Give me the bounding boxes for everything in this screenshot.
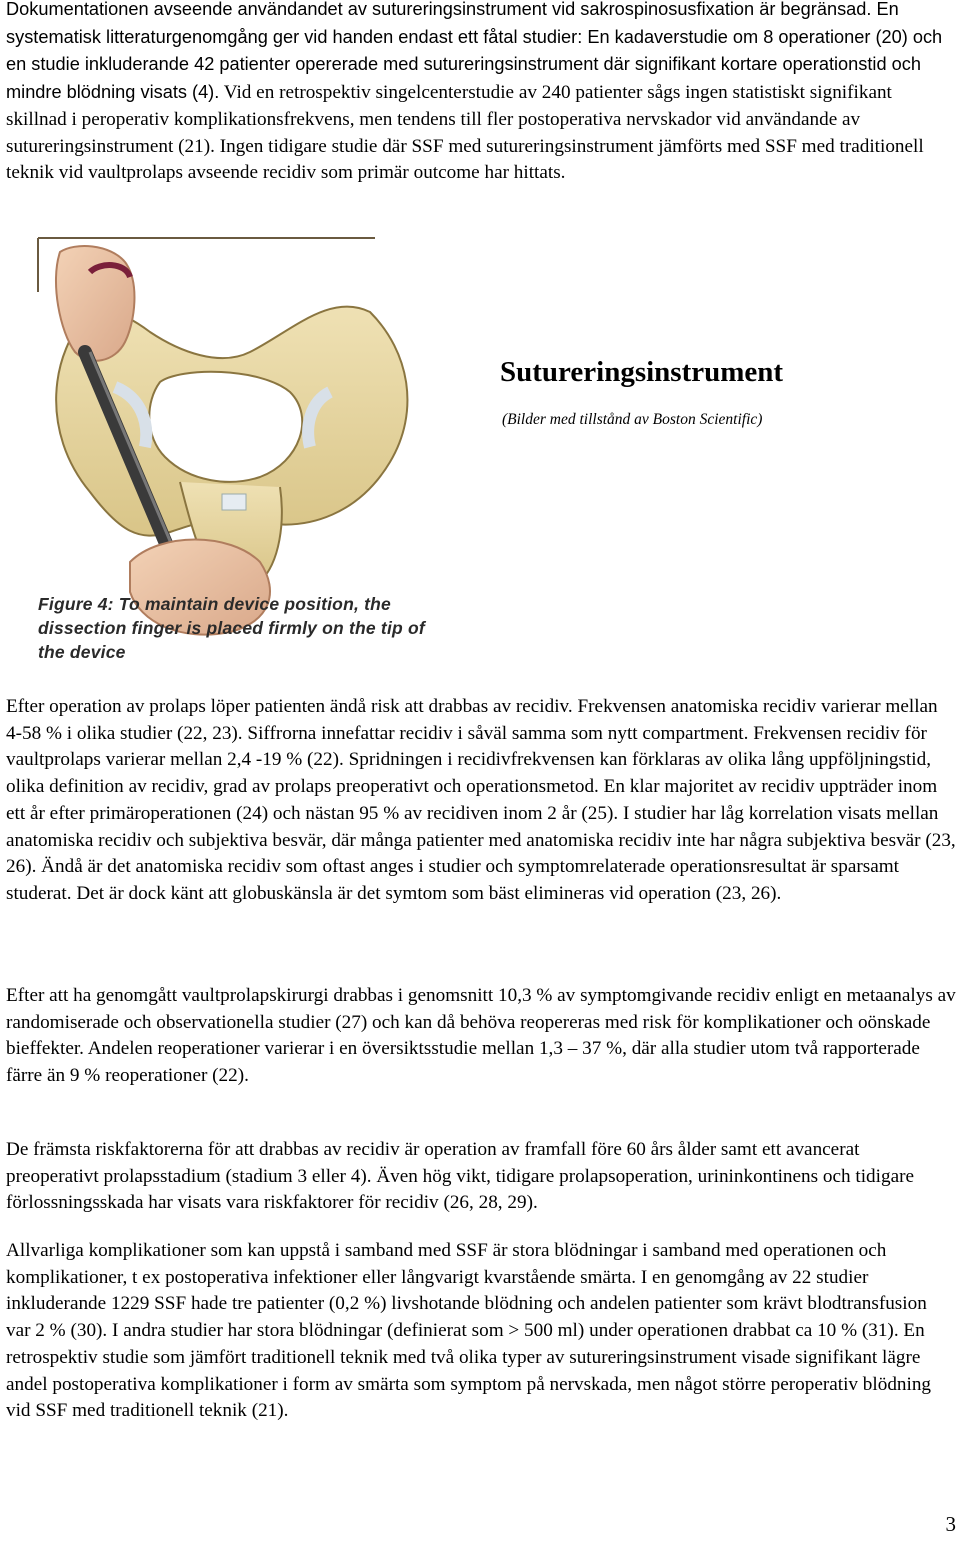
paragraph-5: Allvarliga komplikationer som kan uppstå i samband med SSF är stora blödningar i samband med operationen och komplikationer, t ex postoperativa infektioner eller långvarigt kvarstående smärta. I en genomgång av 22 studier inkluderande 1229 SSF hade tre patienter (0,2 %) livshotande blödning och andelen patienter som krävt blodtransfusion var 2 % (30). I andra studier har stora blödningar (definierat som > 500 ml) under operationen drabbat ca 10 % (31). En retrospektiv studie som jämfört traditionell teknik med två olika typer av sutureringsinstrument visade signifikant lägre andel postoperativa komplikationer i form av smärta som symptom på nervskada, men något större peroperativ blödning vid SSF med traditionell teknik (21).	[6, 1240, 932, 1422]
paragraph-3: Efter att ha genomgått vaultprolapskirurgi drabbas i genomsnitt 10,3 % av symptomgivande recidiv enligt en metaanalys av randomiserade och observationella studier (27) och kan då behöva reopereras med risk för komplikationer och oönskade bieffekter. Andelen reoperationer varierar i en översiktsstudie mellan 1,3 – 37 %, där alla studier utom två rapporterade färre än 9 % reoperationer (22).	[6, 985, 956, 1087]
paragraph-1-sans-text: Dokumentationen avseende användandet av sutureringsinstrument vid sakrospinosusfixation är begränsad. En systematisk litteraturgenomgång ger vid handen endast ett fåtal studier: En kadaverstudie om 8 operationer (20) och en studie inkluderande 42 patienter opererade med sutureringsinstrument där signifikant kortare operationstid och mindre blödning visats (4).	[6, 0, 943, 103]
paragraph-1	[6, 0, 956, 187]
paragraph-2: Efter operation av prolaps löper patienten ändå risk att drabbas av recidiv. Frekvensen anatomiska recidiv varierar mellan 4-58 % i olika studier (22, 23). Siffrorna innefattar recidiv i såväl samma som nytt compartment. Frekvensen recidiv för vaultprolaps varierar mellan 2,4 -19 % (22). Spridningen i recidivfrekvensen kan förklaras av olika lång uppföljningstid, olika definition av recidiv, grad av prolaps preoperativt och operationsmetod. En klar majoritet av recidiv uppträder inom ett år efter primäroperationen (24) och nästan 95 % av recidiven inom 2 år (25). I studier har låg korrelation visats mellan anatomiska recidiv och subjektiva besvär, där många patienter med anatomiska recidiv inte har några subjektiva besvär (23, 26). Ändå är det anatomiska recidiv som oftast anges i studier och symptomrelaterade operationsresultat är sparsamt studerat. Det är dock känt att globuskänsla är det symtom som bäst elimineras vid operation (23, 26).	[6, 696, 956, 904]
figure-credit: (Bilder med tillstånd av Boston Scientific)	[502, 411, 763, 428]
figure-caption: Figure 4: To maintain device position, the dissection finger is placed firmly on the tip of the device	[38, 594, 425, 662]
paragraph-1-serif-text: Vid en retrospektiv singelcenterstudie av 240 patienter sågs ingen statistiskt signifikant skillnad i peroperativ komplikationsfrekvens, men tendens till fler postoperativa nervskador vid användande av sutureringsinstrument (21). Ingen tidigare studie där SSF med sutureringsinstrument jämförts med SSF med traditionell teknik vid vaultprolaps avseende recidiv som primär outcome har hittats.	[6, 82, 924, 184]
paragraph-4: De främsta riskfaktorerna för att drabbas av recidiv är operation av framfall före 60 års ålder samt ett avancerat preoperativt prolapsstadium (stadium 3 eller 4). Även hög vikt, tidigare prolapsoperation, urininkontinens och tidigare förlossningsskada har visats vara riskfaktorer för recidiv (26, 28, 29).	[6, 1139, 914, 1214]
figure-title: Sutureringsinstrument	[500, 356, 784, 388]
page-number: 3	[945, 1512, 956, 1536]
